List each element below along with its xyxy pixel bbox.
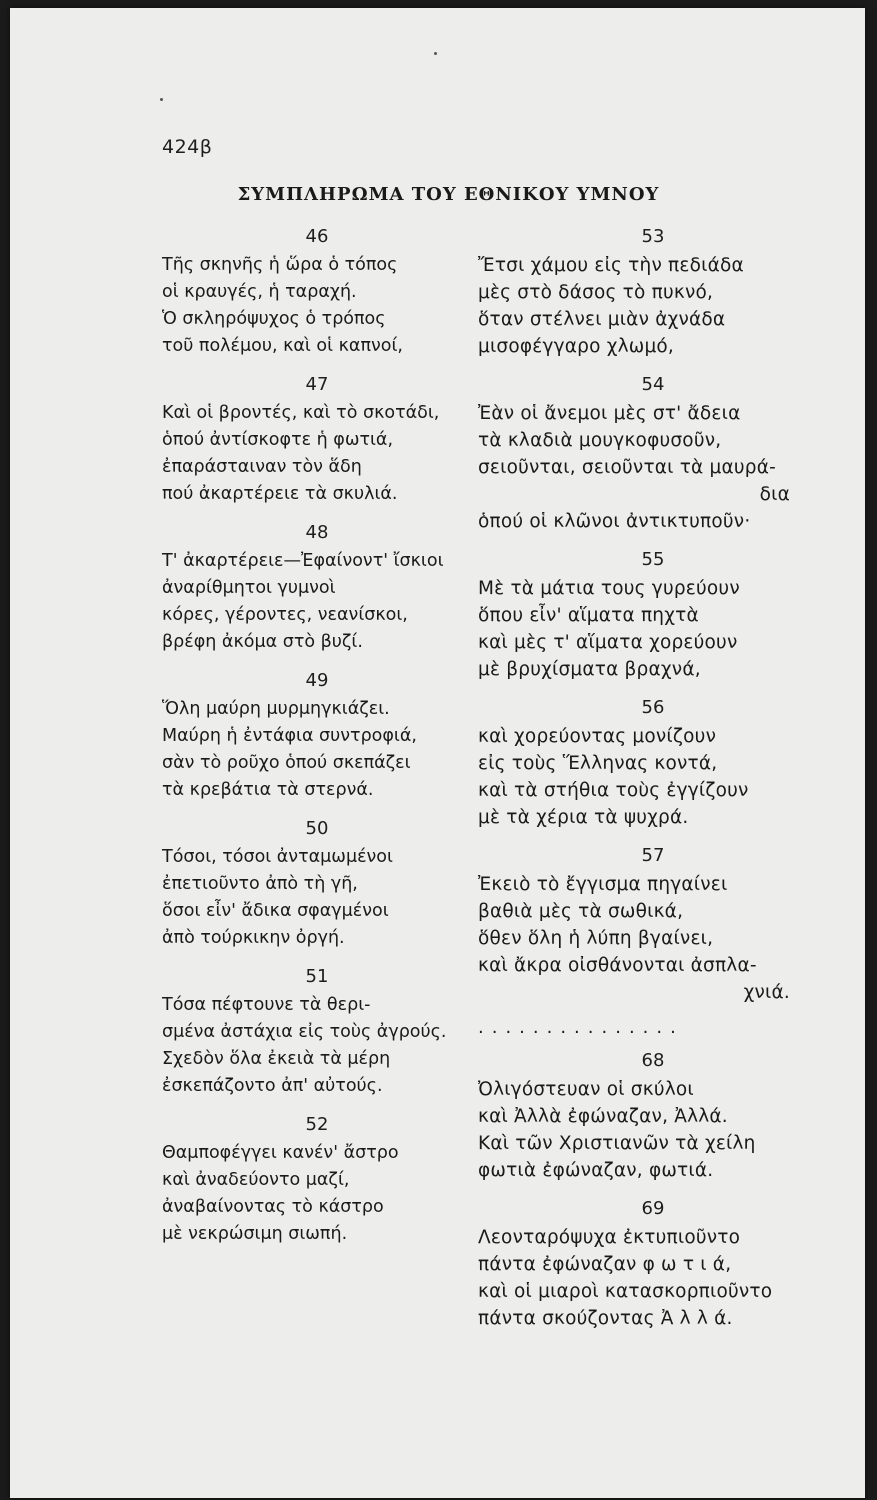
stanza-number: 51 bbox=[305, 966, 329, 987]
verse-line: ὅταν στέλνει μιὰν ἀχνάδα bbox=[478, 309, 726, 330]
verse-line: τὰ κλαδιὰ μουγκοφυσοῦν, bbox=[478, 430, 722, 451]
verse-line: οἱ κραυγές, ἡ ταραχή. bbox=[162, 282, 357, 302]
stanza-number: 54 bbox=[641, 374, 665, 395]
verse-line: πάντα ἐφώναζαν φ ω τ ι ά, bbox=[478, 1254, 732, 1275]
stanza-49 bbox=[162, 666, 462, 804]
omission-ellipsis: ............... bbox=[478, 1017, 684, 1038]
verse-line: κόρες, γέροντες, νεανίσκοι, bbox=[162, 605, 408, 625]
verse-line: ἐπετιοῦντο ἀπὸ τὴ γῆ, bbox=[162, 874, 358, 894]
verse-line: μὲ νεκρώσιμη σιωπή. bbox=[162, 1224, 348, 1244]
verse-line: μὲ τὰ χέρια τὰ ψυχρά. bbox=[478, 807, 689, 828]
stanza-55 bbox=[478, 545, 818, 683]
verse-line: ἀναρίθμητοι γυμνοὶ bbox=[162, 578, 336, 598]
verse-line: ὅπου εἶν' αἵματα πηχτὰ bbox=[478, 605, 699, 626]
verse-line: Ἐκειὸ τὸ ἔγγισμα πηγαίνει bbox=[478, 874, 728, 895]
stanza-69 bbox=[478, 1194, 818, 1332]
verse-line: καὶ ἀναδεύοντο μαζί, bbox=[162, 1170, 350, 1190]
verse-line: ἐπαράσταιναν τὸν ἅδη bbox=[162, 457, 362, 477]
stanza-number: 55 bbox=[641, 549, 665, 570]
verse-line: καὶ οἱ μιαροὶ κατασκορπιοῦντο bbox=[478, 1281, 773, 1302]
verse-line: Ὁ σκληρόψυχος ὁ τρόπος bbox=[162, 309, 386, 329]
verse-line: καὶ χορεύοντας μονίζουν bbox=[478, 726, 717, 747]
verse-line: Ἔτσι χάμου εἰς τὴν πεδιάδα bbox=[478, 255, 744, 276]
verse-line: μισοφέγγαρο χλωμό, bbox=[478, 336, 675, 357]
verse-line: εἰς τοὺς Ἕλληνας κοντά, bbox=[478, 753, 718, 774]
verse-line: ὅσοι εἶν' ἄδικα σφαγμένοι bbox=[162, 901, 389, 921]
stanza-52 bbox=[162, 1110, 462, 1248]
scan-speck bbox=[434, 52, 437, 55]
left-column bbox=[162, 222, 462, 1258]
page-number: 424β bbox=[162, 136, 213, 158]
verse-line: καὶ ἄκρα οἰσθάνονται ἀσπλα- bbox=[478, 955, 757, 976]
right-column bbox=[478, 222, 818, 1342]
verse-line: Τόσα πέφτουνε τὰ θερι- bbox=[162, 995, 371, 1015]
stanza-68 bbox=[478, 1046, 818, 1184]
verse-line: δια bbox=[759, 484, 790, 505]
stanza-51 bbox=[162, 962, 462, 1100]
verse-line: χνιά. bbox=[743, 982, 790, 1003]
stanza-number: 69 bbox=[641, 1198, 665, 1219]
verse-line: Ὅλη μαύρη μυρμηγκιάζει. bbox=[162, 699, 390, 719]
stanza-56 bbox=[478, 693, 818, 831]
stanza-46 bbox=[162, 222, 462, 360]
stanza-48 bbox=[162, 518, 462, 656]
verse-line: Τόσοι, τόσοι ἀνταμωμένοι bbox=[162, 847, 393, 867]
verse-line: Τῆς σκηνῆς ἡ ὥρα ὁ τόπος bbox=[162, 255, 398, 275]
verse-line: βαθιὰ μὲς τὰ σωθικά, bbox=[478, 901, 684, 922]
verse-line: βρέφη ἀκόμα στὸ βυζί. bbox=[162, 632, 363, 652]
verse-line: σὰν τὸ ροῦχο ὁπού σκεπάζει bbox=[162, 753, 411, 773]
verse-line: ἐσκεπάζοντο ἀπ' αὐτούς. bbox=[162, 1076, 383, 1096]
stanza-number: 68 bbox=[641, 1050, 665, 1071]
verse-line: Ἐὰν οἱ ἄνεμοι μὲς στ' ἄδεια bbox=[478, 403, 741, 424]
verse-line: ἀναβαίνοντας τὸ κάστρο bbox=[162, 1197, 384, 1217]
verse-line: ὅθεν ὅλη ἡ λύπη βγαίνει, bbox=[478, 928, 714, 949]
verse-line: Μὲ τὰ μάτια τους γυρεύουν bbox=[478, 578, 740, 599]
stanza-number: 47 bbox=[305, 374, 329, 395]
stanza-53 bbox=[478, 222, 818, 360]
verse-line: καὶ μὲς τ' αἵματα χορεύουν bbox=[478, 632, 738, 653]
verse-line: μὲ βρυχίσματα βραχνά, bbox=[478, 659, 701, 680]
stanza-50 bbox=[162, 814, 462, 952]
page-title: ΣΥΜΠΛΗΡΩΜΑ ΤΟΥ ΕΘΝΙΚΟΥ ΥΜΝΟΥ bbox=[237, 184, 660, 205]
verse-line: Λεονταρόψυχα ἐκτυπιοῦντο bbox=[478, 1227, 741, 1248]
stanza-number: 52 bbox=[305, 1114, 329, 1135]
verse-line: πάντα σκούζοντας Ἀ λ λ ά. bbox=[478, 1308, 733, 1329]
verse-line: φωτιὰ ἐφώναζαν, φωτιά. bbox=[478, 1160, 714, 1181]
stanza-number: 56 bbox=[641, 697, 665, 718]
verse-line: ἀπὸ τούρκικην ὀργή. bbox=[162, 928, 345, 948]
verse-line: καὶ τὰ στήθια τοὺς ἐγγίζουν bbox=[478, 780, 749, 801]
verse-line: τοῦ πολέμου, καὶ οἱ καπνοί, bbox=[162, 336, 403, 356]
scan-speck bbox=[160, 98, 163, 101]
verse-line: πού ἀκαρτέρειε τὰ σκυλιά. bbox=[162, 484, 398, 504]
stanza-54 bbox=[478, 370, 818, 535]
stanza-number: 53 bbox=[641, 226, 665, 247]
verse-line: Σχεδὸν ὅλα ἐκειὰ τὰ μέρη bbox=[162, 1049, 391, 1069]
verse-line: Ὀλιγόστευαν οἱ σκύλοι bbox=[478, 1079, 694, 1100]
stanza-number: 46 bbox=[305, 226, 329, 247]
verse-line: Θαμποφέγγει κανέν' ἄστρο bbox=[162, 1143, 399, 1163]
stanza-number: 49 bbox=[305, 670, 329, 691]
stanza-number: 50 bbox=[305, 818, 329, 839]
verse-line: καὶ Ἀλλὰ ἐφώναζαν, Ἀλλά. bbox=[478, 1106, 728, 1127]
verse-line: ὁπού ἀντίσκοφτε ἡ φωτιά, bbox=[162, 430, 394, 450]
verse-line: Καὶ τῶν Χριστιανῶν τὰ χείλη bbox=[478, 1133, 756, 1154]
verse-line: Μαύρη ἡ ἐντάφια συντροφιά, bbox=[162, 726, 417, 746]
verse-line: ὁπού οἱ κλῶνοι ἀντικτυποῦν· bbox=[478, 511, 751, 532]
verse-line: σειοῦνται, σειοῦνται τὰ μαυρά- bbox=[478, 457, 777, 478]
stanza-57 bbox=[478, 841, 818, 1006]
verse-line: μὲς στὸ δάσος τὸ πυκνό, bbox=[478, 282, 714, 303]
verse-line: σμένα ἀστάχια εἰς τοὺς ἀγρούς. bbox=[162, 1022, 447, 1042]
stanza-number: 57 bbox=[641, 845, 665, 866]
verse-line: Καὶ οἱ βροντές, καὶ τὸ σκοτάδι, bbox=[162, 403, 440, 423]
verse-line: τὰ κρεβάτια τὰ στερνά. bbox=[162, 780, 374, 800]
document-page bbox=[10, 8, 865, 1498]
stanza-47 bbox=[162, 370, 462, 508]
verse-line: Τ' ἀκαρτέρειε—Ἐφαίνοντ' ἴσκιοι bbox=[162, 551, 444, 571]
stanza-number: 48 bbox=[305, 522, 329, 543]
